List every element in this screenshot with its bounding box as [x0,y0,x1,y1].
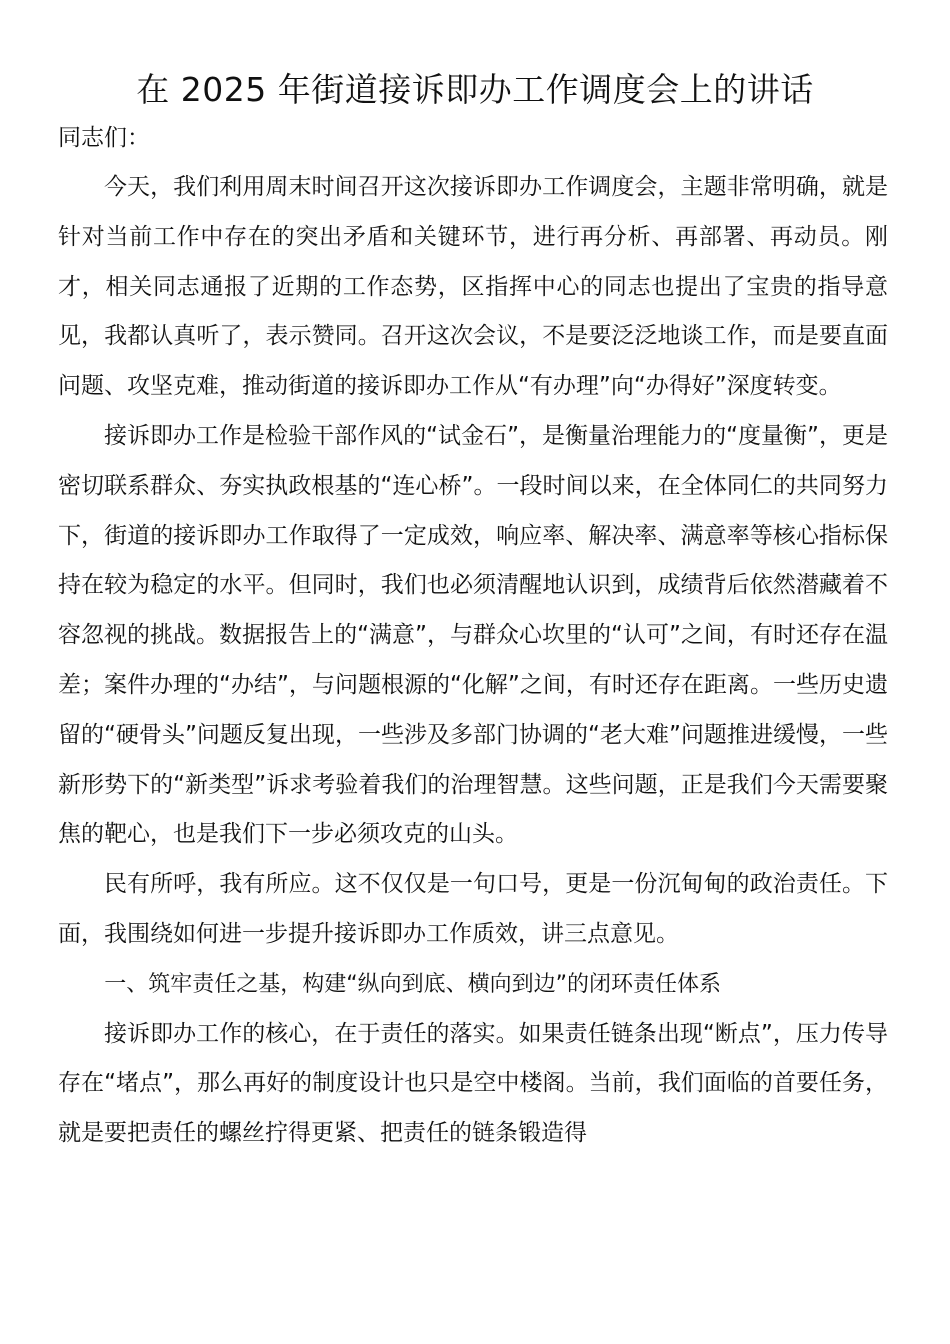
salutation: 同志们： [58,125,150,151]
paragraph-opening: 今天，我们利用周末时间召开这次接诉即办工作调度会，主题非常明确，就是针对当前工作中存在的突出矛盾和关键环节，进行再分析、再部署、再动员。刚才，相关同志通报了近期的工作态势，区指挥中心的同志也提出了宝贵的指导意见，我都认真听了，表示赞同。召开这次会议，不是要泛泛地谈工作，而是要直面问题、攻坚克难，推动街道的接诉即办工作从“有办理”向“办得好”深度转变。 [58,174,888,400]
paragraph-section-1: 接诉即办工作的核心，在于责任的落实。如果责任链条出现“断点”，压力传导存在“堵点”，那么再好的制度设计也只是空中楼阁。当前，我们面临的首要任务，就是要把责任的螺丝拧得更紧、把责任的链条锻造得 [58,1020,888,1147]
paragraph-transition: 民有所呼，我有所应。这不仅仅是一句口号，更是一份沉甸甸的政治责任。下面，我围绕如何进一步提升接诉即办工作质效，讲三点意见。 [58,871,888,947]
document-body [58,114,888,1159]
section-heading-1: 一、筑牢责任之基，构建“纵向到底、横向到边”的闭环责任体系 [104,971,721,997]
paragraph-context: 接诉即办工作是检验干部作风的“试金石”，是衡量治理能力的“度量衡”，更是密切联系群众、夯实执政根基的“连心桥”。一段时间以来，在全体同仁的共同努力下，街道的接诉即办工作取得了一定成效，响应率、解决率、满意率等核心指标保持在较为稳定的水平。但同时，我们也必须清醒地认识到，成绩背后依然潜藏着不容忽视的挑战。数据报告上的“满意”，与群众心坎里的“认可”之间，有时还存在温差；案件办理的“办结”，与问题根源的“化解”之间，有时还存在距离。一些历史遗留的“硬骨头”问题反复出现，一些涉及多部门协调的“老大难”问题推进缓慢，一些新形势下的“新类型”诉求考验着我们的治理智慧。这些问题，正是我们今天需要聚焦的靶心，也是我们下一步必须攻克的山头。 [58,422,888,848]
document-title: 在 2025 年街道接诉即办工作调度会上的讲话 [136,70,814,109]
